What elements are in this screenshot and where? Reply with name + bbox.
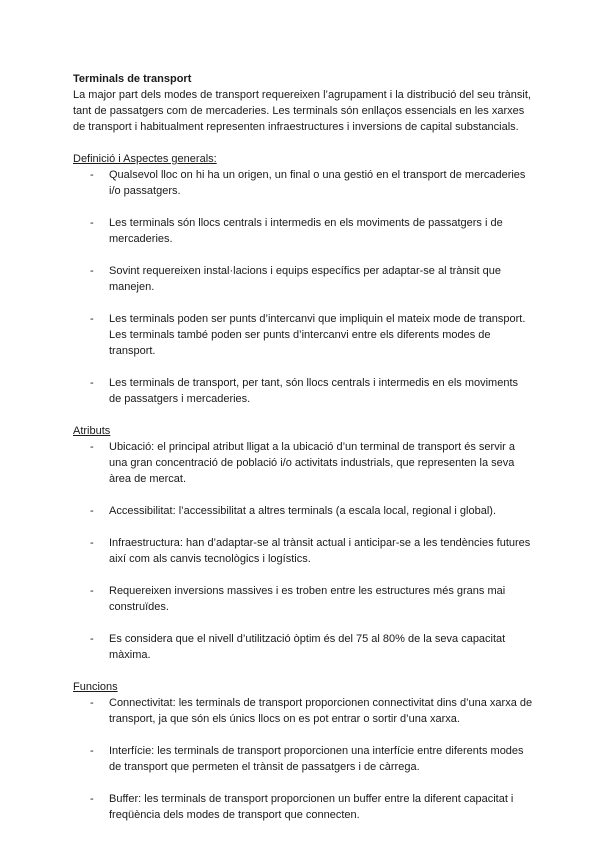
bullet-dash: -: [90, 441, 94, 453]
section-heading: Atributs: [73, 425, 111, 437]
list-item-text: Requereixen inversions massives i es troben entre les estructures més grans mai construïdes.: [109, 585, 506, 613]
bullet-dash: -: [90, 537, 94, 549]
list-item-text: Accessibilitat: l’accessibilitat a altres terminals (a escala local, regional i global).: [109, 505, 496, 517]
bullet-dash: -: [90, 633, 94, 645]
list-item-text: Sovint requereixen instal·lacions i equips específics per adaptar-se al trànsit que manejen.: [109, 265, 501, 293]
list-item-text: Connectivitat: les terminals de transport proporcionen connectivitat dins d’una xarxa de transport, ja que són els únics llocs on es pot entrar o sortir d’una xarxa.: [109, 697, 533, 725]
list-item: [73, 695, 533, 727]
list-item: [73, 583, 533, 615]
bullet-dash: -: [90, 217, 94, 229]
bullet-dash: -: [90, 313, 94, 325]
bullet-list: [73, 695, 533, 823]
bullet-list: [73, 167, 533, 407]
list-item-text: Les terminals de transport, per tant, són llocs centrals i intermedis en els moviments de passatgers i mercaderies.: [109, 377, 519, 405]
list-item-text: Es considera que el nivell d’utilització òptim és del 75 al 80% de la seva capacitat màxima.: [109, 633, 506, 661]
list-item-text: Ubicació: el principal atribut lligat a la ubicació d’un terminal de transport és servir a una gran concentració de població i/o activitats industrials, que representen la seva àrea de mercat.: [109, 441, 515, 485]
bullet-dash: -: [90, 505, 94, 517]
list-item-text: Les terminals són llocs centrals i intermedis en els moviments de passatgers i de mercaderies.: [109, 217, 503, 245]
list-item-text: Qualsevol lloc on hi ha un origen, un final o una gestió en el transport de mercaderies i/o passatgers.: [109, 169, 526, 197]
list-item: [73, 631, 533, 663]
section-heading: Definició i Aspectes generals:: [73, 153, 217, 165]
list-item: [73, 535, 533, 567]
list-item: [73, 263, 533, 295]
bullet-dash: -: [90, 585, 94, 597]
list-item-text: Les terminals poden ser punts d’intercanvi que impliquin el mateix mode de transport. Les terminals també poden ser punts d’intercanvi entre els diferents modes de transport.: [109, 313, 526, 357]
list-item-text: Interfície: les terminals de transport proporcionen una interfície entre diferents modes de transport que permeten el trànsit de passatgers i de càrrega.: [109, 745, 524, 773]
list-item: [73, 503, 533, 519]
bullet-dash: -: [90, 377, 94, 389]
list-item: [73, 375, 533, 407]
list-item: [73, 215, 533, 247]
bullet-dash: -: [90, 745, 94, 757]
bullet-dash: -: [90, 793, 94, 805]
list-item-text: Infraestructura: han d’adaptar-se al trànsit actual i anticipar-se a les tendències futures així com als canvis tecnològics i logístics.: [109, 537, 531, 565]
list-item: [73, 311, 533, 359]
bullet-list: [73, 439, 533, 663]
list-item: [73, 167, 533, 199]
bullet-dash: -: [90, 169, 94, 181]
list-item-text: Buffer: les terminals de transport proporcionen un buffer entre la diferent capacitat i freqüència dels modes de transport que connecten.: [109, 793, 514, 821]
list-item: [73, 791, 533, 823]
list-item: [73, 743, 533, 775]
bullet-dash: -: [90, 697, 94, 709]
sections-container: [73, 151, 533, 823]
list-item: [73, 439, 533, 487]
intro-paragraph: La major part dels modes de transport requereixen l’agrupament i la distribució del seu trànsit, tant de passatgers com de mercaderies. Les terminals són enllaços essencials en les xarxes de transport i habitualment representen infraestructures i inversions de capital substancials.: [73, 89, 531, 133]
document-title: Terminals de transport: [73, 73, 192, 85]
bullet-dash: -: [90, 265, 94, 277]
document-page: [73, 71, 533, 839]
section-heading: Funcions: [73, 681, 118, 693]
